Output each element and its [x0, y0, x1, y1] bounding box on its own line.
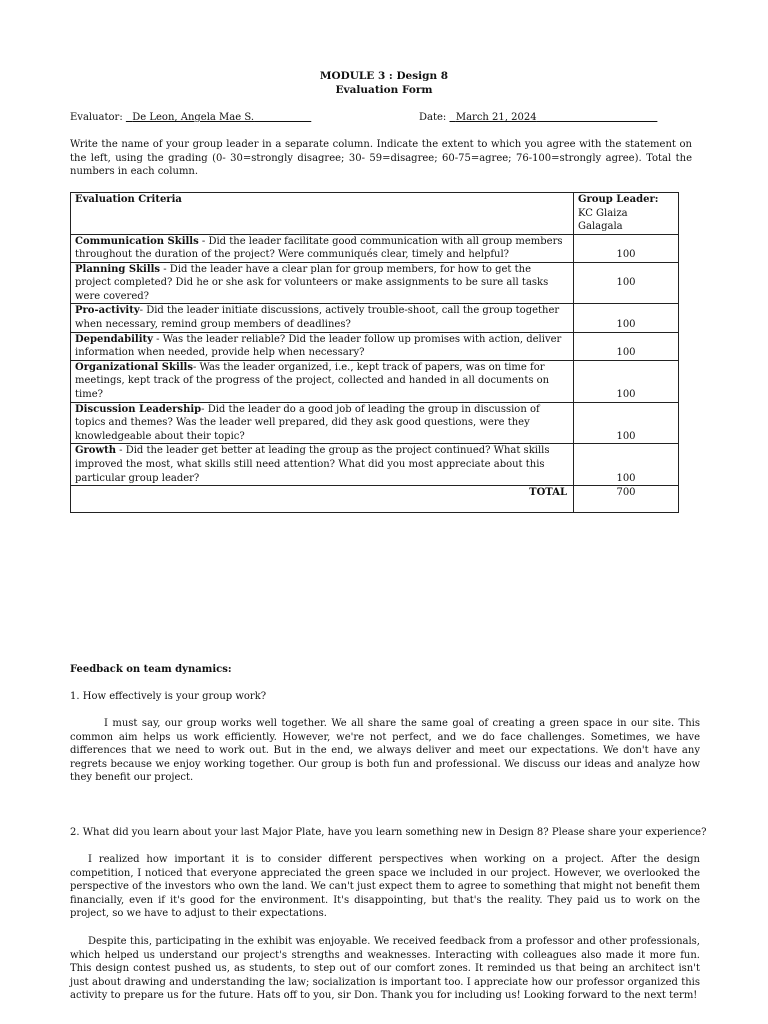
criterion-cell: [71, 332, 574, 360]
table-row: [71, 332, 679, 360]
table-row: [71, 360, 679, 402]
table-row: [71, 402, 679, 444]
criterion-text: - Did the leader do a good job of leading the group in discussion of topics and themes? Was the leader well prepared, did they ask good questions, were they knowledgeable about their topic?: [75, 403, 540, 442]
evaluator-line: [70, 111, 311, 125]
criterion-cell: [71, 402, 574, 444]
criterion-cell: [71, 262, 574, 304]
score-cell: 100: [574, 444, 679, 486]
date-line: [419, 111, 657, 125]
question-2: 2. What did you learn about your last Major Plate, have you learn something new in Design 8? Please share your experience?: [70, 827, 707, 838]
total-label: TOTAL: [71, 486, 574, 513]
criterion-title: Pro-activity: [75, 305, 140, 317]
module-title: MODULE 3 : Design 8: [319, 70, 449, 82]
score-cell: 100: [574, 304, 679, 332]
feedback-heading: Feedback on team dynamics:: [70, 664, 232, 675]
criterion-cell: [71, 304, 574, 332]
table-row: [71, 304, 679, 332]
criterion-title: Dependability: [75, 333, 153, 345]
score-cell: 100: [574, 262, 679, 304]
score-cell: 100: [574, 360, 679, 402]
group-leader-label: Group Leader:: [578, 194, 659, 205]
criterion-text: - Did the leader get better at leading the group as the project continued? What skills improved the most, what skills still need attention? What did you most appreciate about this particular group leader?: [75, 445, 550, 484]
leader-header: [574, 193, 679, 235]
criterion-text: - Did the leader have a clear plan for group members, for how to get the project completed? Did he or she ask for volunteers or make assignments to be sure all tasks were covered?: [75, 263, 549, 302]
table-row: [71, 262, 679, 304]
answer-1: I must say, our group works well together. We all share the same goal of creating a green space in our site. This common aim helps us work efficiently. However, we're not perfect, and we do face challenges. Sometimes, we have differences that we need to work out. But in the end, we always deliver and meet our expectations. We don't have any regrets because we enjoy working together. Our group is both fun and professional. We discuss our ideas and analyze how they benefit our project.: [70, 718, 700, 784]
table-header-row: [71, 193, 679, 235]
table-row: [71, 444, 679, 486]
question-1: 1. How effectively is your group work?: [70, 691, 267, 702]
criterion-text: - Was the leader organized, i.e., kept track of papers, was on time for meetings, kept track of the progress of the project, collected and handed in all documents on time?: [75, 361, 550, 401]
criterion-cell: [71, 234, 574, 262]
evaluation-table: [70, 192, 679, 513]
leader-name: KC Glaiza Galagala: [578, 207, 628, 232]
score-cell: 100: [574, 402, 679, 444]
answer-2-paragraph-2: Despite this, participating in the exhibit was enjoyable. We received feedback from a professor and other professionals, which helped us understand our project's strengths and weaknesses. Interacting with colleagues also made it more fun. This design contest pushed us, as students, to step out of our comfort zones. It reminded us that being an architect isn't just about drawing and understanding the law; socialization is important too. I appreciate how our professor organized this activity to prepare us for the future. Hats off to you, sir Don. Thank you for including us! Looking forward to the next term!: [70, 936, 700, 1002]
total-row: [71, 486, 679, 513]
criterion-title: Organizational Skills: [75, 361, 193, 373]
total-value: 700: [574, 486, 679, 513]
criterion-text: - Did the leader initiate discussions, actively trouble-shoot, call the group together when necessary, remind group members of deadlines?: [75, 305, 560, 331]
criterion-title: Growth: [75, 445, 116, 457]
date-value: March 21, 2024: [455, 112, 537, 123]
form-title: Evaluation Form: [335, 84, 433, 96]
instructions: Write the name of your group leader in a separate column. Indicate the extent to which you agree with the statement on the left, using the grading (0- 30=strongly disagree; 30- 59=disagree; 60-75=agree; 76-100=strongly agree). Total the numbers in each column.: [70, 139, 692, 178]
date-label: Date:: [419, 112, 447, 123]
criterion-cell: [71, 444, 574, 486]
criterion-title: Discussion Leadership: [75, 403, 202, 415]
score-cell: 100: [574, 234, 679, 262]
criterion-text: - Did the leader facilitate good communication with all group members throughout the duration of the project? Were communiqués clear, timely and helpful?: [75, 235, 563, 261]
evaluator-value: De Leon, Angela Mae S.: [132, 112, 255, 123]
score-cell: 100: [574, 332, 679, 360]
evaluator-label: Evaluator:: [70, 112, 123, 123]
criterion-title: Communication Skills: [75, 235, 199, 247]
answer-2-paragraph-1: I realized how important it is to consider different perspectives when working on a project. After the design competition, I noticed that everyone appreciated the green space we included in our project. However, we overlooked the perspective of the investors who own the land. We can't just expect them to agree to something that might not benefit them financially, even if it's good for the environment. It's disappointing, but that's the reality. They paid us to work on the project, so we have to adjust to their expectations.: [70, 854, 700, 920]
criterion-cell: [71, 360, 574, 402]
criterion-title: Planning Skills: [75, 263, 161, 275]
criterion-text: - Was the leader reliable? Did the leader follow up promises with action, deliver information when needed, provide help when necessary?: [75, 333, 562, 359]
table-row: [71, 234, 679, 262]
criteria-header: Evaluation Criteria: [71, 193, 574, 235]
